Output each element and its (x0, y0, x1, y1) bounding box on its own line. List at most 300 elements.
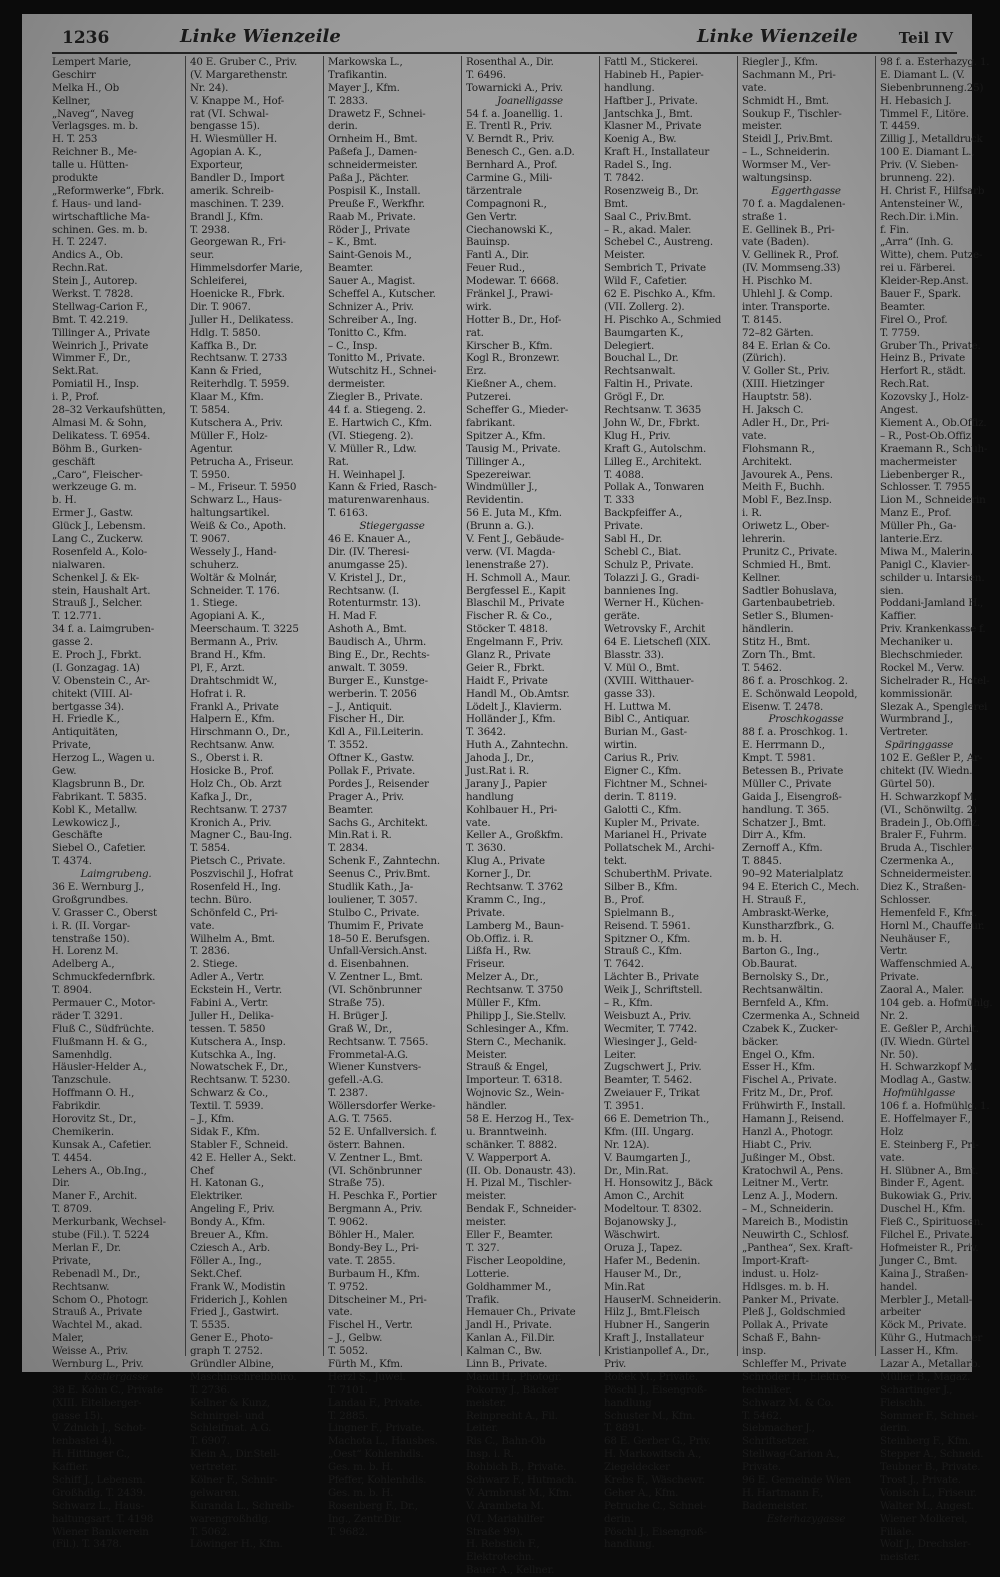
entry-line: Lang C., Zuckerw. (52, 532, 144, 545)
entry-line: Kronich A., Priv. (190, 816, 272, 829)
entry-line: tärzentrale (466, 184, 522, 197)
entry-line: Weisse A., Priv. (52, 1345, 129, 1358)
entry-line: T. 7759. (880, 326, 920, 339)
entry-line: V. Gellinek R., Prof. (742, 249, 839, 262)
entry-line: Schom O., Photogr. (52, 1293, 149, 1306)
entry-line: Dir. (52, 1177, 70, 1190)
entry-line: H. Hebasich J. (880, 94, 952, 107)
entry-line: Himmelsdorfer Marie, (190, 262, 303, 275)
entry-line: Sidak F., Kfm. (190, 1125, 260, 1138)
entry-line: schänker. T. 8882. (466, 1138, 557, 1151)
entry-line: Priv. (V. Sieben- (880, 159, 959, 172)
entry-line: arbeiter (880, 1306, 921, 1319)
entry-line: Koenig A., Bw. (604, 133, 677, 146)
entry-line: Wormser M., Ver- (742, 159, 831, 172)
entry-line: meister. (880, 1551, 921, 1564)
entry-line: Esser H., Kfm. (742, 1061, 815, 1074)
entry-line: Kraft H., Installateur (604, 146, 710, 159)
entry-line: Gruber Th., Private. (880, 339, 981, 352)
entry-line: Tolazzi J. G., Gradi- (604, 571, 700, 584)
street-title-left: Linke Wienzeile (180, 26, 341, 47)
entry-line: Mobl F., Bez.Insp. (742, 494, 832, 507)
entry-line: Diez K., Straßen- (880, 881, 966, 893)
entry-line: Zillig J., Metalldruck (880, 133, 983, 146)
entry-line: T. 8145. (742, 313, 782, 326)
entry-line: Drawetz F., Schnei- (328, 107, 426, 120)
entry-line: Benesch C., Gen. a.D. (466, 146, 575, 159)
entry-line: Glück J., Lebensm. (52, 520, 146, 533)
entry-line: f. Haus- und land- (52, 197, 142, 210)
entry-line: Adler H., Dr., Pri- (742, 416, 830, 429)
entry-line: Ashoth A., Bmt. (328, 623, 407, 636)
entry-line: Nowatschek F., Dr., (190, 1061, 288, 1074)
entry-line: 36 E. Wernburg J., (52, 881, 145, 893)
entry-line: Poddani-Jamland H., (880, 597, 984, 610)
entry-line: „Caro“, Fleischer- (52, 468, 143, 481)
entry-line: (I. Gonzagag. 1A) (52, 661, 140, 674)
entry-line: meister. (742, 120, 783, 133)
entry-line: (VI. Mariahilfer (466, 1512, 544, 1525)
entry-line: Fischer H., Dir. (328, 713, 405, 726)
entry-line: 86 f. a. Proschkog. 2. (742, 674, 848, 687)
entry-line: Bendak F., Schneider- (466, 1203, 577, 1216)
entry-line: bengasse 15). (190, 120, 260, 133)
entry-line: T. 5854. (190, 842, 230, 855)
entry-line: Reisend. T. 5961. (604, 919, 691, 932)
entry-line: Bauer F., Spark. (880, 288, 962, 301)
entry-line: Sembrich T., Private (604, 262, 706, 275)
entry-line: Haidt F., Private (466, 674, 548, 687)
entry-line: Klaar M., Kfm. (190, 391, 264, 404)
entry-line: Antensteiner W., (880, 197, 963, 210)
entry-line: Cziesch A., Arb. (190, 1241, 270, 1254)
entry-line: T. 5950. (190, 468, 230, 481)
entry-line: Geschirr (52, 68, 96, 81)
entry-line: Junger C., Bmt. (880, 1254, 958, 1267)
entry-line: Kann & Fried, (190, 365, 262, 378)
entry-line: Saint-Genois M., (328, 249, 412, 262)
entry-line: „Panthea“, Sex. Kraft- (742, 1241, 853, 1254)
entry-line: V. Kristel J., Dr., (328, 571, 407, 584)
entry-line: techn. Büro. (190, 893, 252, 906)
entry-line: Mareich B., Modistin (742, 1216, 849, 1229)
entry-line: (Fil.). T. 3478. (52, 1538, 122, 1551)
entry-line: Hanzl A., Photogr. (742, 1125, 834, 1138)
entry-line: 56 E. Juta M., Kfm. (466, 507, 562, 520)
entry-line: chitekt (IV. Wiedn. (880, 764, 973, 777)
entry-line: Kobl K., Metallw. (52, 803, 138, 816)
entry-line: Private. (742, 1461, 782, 1474)
entry-line: Lasser H., Kfm. (880, 1345, 959, 1358)
entry-line: Maschinschreibbüro. (190, 1370, 297, 1383)
entry-line: Gründler Albine, (190, 1357, 274, 1370)
entry-line: Scheffer G., Mieder- (466, 404, 569, 417)
entry-line: Blaschil M., Private (466, 597, 565, 610)
entry-line: Wiener Kunstvers- (328, 1061, 422, 1074)
entry-line: Engel O., Kfm. (742, 1048, 815, 1061)
entry-line: b. H. (52, 494, 77, 507)
entry-line: H. Hartmann F., (742, 1486, 824, 1499)
entry-line: Straße 75). (328, 1177, 385, 1190)
entry-line: Wutschitz H., Schnei- (328, 365, 437, 378)
entry-line: V. Fent J., Gebäude- (466, 532, 564, 545)
entry-line: Böhm B., Gurken- (52, 442, 142, 455)
entry-line: T. 333 (604, 494, 635, 507)
entry-line: Lißfa H., Rw. (466, 945, 532, 958)
entry-line: meister. (466, 1396, 507, 1409)
entry-line: 106 f. a. Hofmühlg. 1. (880, 1100, 990, 1113)
entry-line: Eigner C., Kfm. (604, 764, 682, 777)
entry-line: Dir. T. 9067. (190, 300, 251, 313)
entry-line: Großgrundbes. (52, 893, 129, 906)
entry-line: Markowska L., (328, 56, 403, 68)
entry-line: (VI. Schönbrunner (328, 1164, 422, 1177)
entry-line: lanterie.Erz. (880, 532, 943, 545)
entry-line: Wimmer F., Dr., (52, 352, 131, 365)
entry-line: Pospisil K., Install. (328, 184, 421, 197)
entry-line: V. Baumgarten J., (604, 1151, 691, 1164)
entry-line: Eckstein H., Vertr. (190, 984, 282, 997)
entry-line: Stellwag-Carion A., (742, 1448, 840, 1461)
entry-line: händlerin. (742, 623, 794, 636)
entry-line: (II. Ob. Donaustr. 43). (466, 1164, 576, 1177)
entry-line: Agopiani A. K., (190, 610, 265, 623)
entry-line: Reinprecht A., Fil. (466, 1409, 558, 1422)
entry-line: 38 E. Kohn C., Private (52, 1383, 163, 1396)
entry-line: 54 f. a. Joanellig. 1. (466, 107, 563, 120)
entry-line: HauserM. Schneiderin. (604, 1293, 722, 1306)
entry-line: Kraft J., Installateur (604, 1332, 704, 1345)
entry-line: Baumgarten K., (604, 326, 684, 339)
entry-line: gasse 15). (52, 1409, 104, 1422)
column-divider (461, 56, 462, 1356)
entry-line: Klug A., Private (466, 855, 545, 868)
entry-line: Kdl A., Fil.Leiterin. (328, 726, 424, 739)
entry-line: Klug H., Priv. (604, 429, 671, 442)
entry-line: T. 7101. (328, 1383, 368, 1396)
entry-line: – R., akad. Maler. (604, 223, 692, 236)
entry-line: Chemikerin. (52, 1125, 114, 1138)
entry-line: Kutschka A., Ing. (190, 1048, 276, 1061)
entry-line: Hafer M., Bedenin. (604, 1254, 701, 1267)
entry-line: Geschäfte (52, 829, 103, 842)
entry-line: V. Berndt R., Priv. (466, 133, 555, 146)
entry-line: wirk. (466, 300, 492, 313)
entry-line: Pordes J., Reisender (328, 777, 429, 790)
entry-line: 40 E. Gruber C., Priv. (190, 56, 298, 68)
entry-line: Sachmann M., Pri- (742, 68, 836, 81)
entry-line: Adelberg A., (52, 958, 115, 971)
entry-line: Kupler M., Private. (604, 816, 700, 829)
entry-line: Frank W., Modistin (190, 1280, 286, 1293)
entry-line: Hauptstr. 58). (742, 391, 812, 404)
entry-line: tenstraße 150). (52, 932, 130, 945)
entry-line: T. 9062. (328, 1216, 368, 1229)
entry-line: handlung. (604, 1538, 655, 1551)
entry-line: Chef (190, 1164, 214, 1177)
entry-line: (VI. Schönbrunner (328, 984, 422, 997)
entry-line: Bernhard A., Prof. (466, 159, 558, 172)
entry-line: vertreter. (190, 1461, 238, 1474)
entry-line: Hosicke B., Prof. (190, 764, 274, 777)
entry-line: Bojanowsky J., (604, 1216, 677, 1229)
entry-line: Firel O., Prof. (880, 313, 948, 326)
entry-line: Stein J., Autorep. (52, 275, 138, 288)
entry-line: Lion M., Schneiderin (880, 494, 986, 507)
entry-line: Prager A., Priv. (328, 790, 404, 803)
entry-line: – L., Schneiderin. (742, 146, 830, 159)
entry-line: Nr. 50). (880, 1048, 919, 1061)
entry-line: T. 2387. (328, 1087, 368, 1100)
entry-line: Lewkowicz J., (52, 816, 121, 829)
entry-line: Habineb H., Papier- (604, 68, 704, 81)
entry-line: Laimgrubeng. (80, 868, 152, 881)
entry-line: Sichelrader R., Hotel- (880, 674, 990, 687)
entry-line: Strauß & Engel, (466, 1061, 548, 1074)
entry-line: Friderich J., Kohlen (190, 1293, 288, 1306)
entry-line: 44 f. a. Stiegeng. 2. (328, 404, 426, 417)
entry-line: 66 E. Demetrion Th., (604, 1113, 710, 1126)
entry-line: Hiabt C., Priv. (742, 1138, 812, 1151)
entry-line: handlung (604, 1396, 652, 1409)
entry-line: Teubner B., Private. (880, 1461, 981, 1474)
entry-line: – C., Insp. (328, 339, 378, 352)
entry-line: Löwinger H., Kfm. (190, 1538, 283, 1551)
entry-line: Hirschmann O., Dr., (190, 726, 290, 739)
column-2 (190, 56, 318, 1551)
entry-line: Beamter. (328, 262, 374, 275)
entry-line: Zaoral A., Maler. (880, 984, 965, 997)
entry-line: Slezak A., Spenglerei (880, 700, 988, 713)
entry-line: Ambraskt-Werke, (742, 906, 829, 919)
entry-line: T. 2834. (328, 842, 368, 855)
entry-line: T. 5062. (190, 1525, 230, 1538)
entry-line: Rech.Rat. (880, 378, 930, 391)
entry-line: Jahoda J., Dr., (466, 752, 534, 765)
entry-line: Geier R., Fbrkt. (466, 661, 545, 674)
entry-line: Kratochwil A., Pens. (742, 1164, 844, 1177)
entry-line: Amon C., Archit (604, 1190, 684, 1203)
entry-line: Manz E., Prof. (880, 507, 952, 520)
entry-line: V. Müller R., Ldw. (328, 442, 417, 455)
entry-line: gasse 2. (52, 636, 93, 649)
entry-line: Setler S., Blumen- (742, 610, 834, 623)
entry-line: techniker. (742, 1383, 792, 1396)
entry-line: Weisbuzt A., Priv. (604, 1009, 692, 1022)
entry-line: 98 f. a. Esterhazyg. 1. (880, 56, 990, 68)
entry-line: E. Herrmann D., (742, 739, 825, 752)
entry-line: Jantschka J., Bmt. (604, 107, 693, 120)
entry-line: vate. (742, 429, 767, 442)
entry-line: Wiener Bankverein (52, 1525, 149, 1538)
entry-line: gelwaren. (190, 1486, 241, 1499)
entry-line: Oruza J., Tapez. (604, 1241, 683, 1254)
entry-line: „Naveg“, Naveg (52, 107, 134, 120)
entry-line: Private. (880, 971, 920, 984)
entry-line: Leiter. (604, 1048, 637, 1061)
entry-line: Reiterhdlg. T. 5959. (190, 378, 290, 391)
entry-line: Studlik Kath., Ja- (328, 881, 414, 893)
entry-line: Rechtsanw. T. 7565. (328, 1035, 429, 1048)
entry-line: Schneider. T. 176. (190, 584, 280, 597)
page-header (52, 26, 957, 54)
entry-line: 34 f. a. Laimgruben- (52, 623, 155, 636)
entry-line: 62 E. Pischko A., Kfm. (604, 288, 716, 301)
entry-line: V. Zentner L., Bmt. (328, 971, 423, 984)
entry-line: Prunitz C., Private. (742, 545, 838, 558)
entry-line: T. 4088. (604, 468, 644, 481)
entry-line: 18–50 E. Berufsgen. (328, 932, 430, 945)
entry-line: Private. (604, 520, 644, 533)
entry-line: Meister. (466, 1048, 507, 1061)
entry-line: (Brunn a. G.). (466, 520, 534, 533)
entry-line: Zernoff A., Kfm. (742, 842, 823, 855)
entry-line: Oftner K., Gastw. (328, 752, 415, 765)
entry-line: Klein A., Dir.Stell- (190, 1448, 280, 1461)
entry-line: Agopian A. K., (190, 146, 262, 159)
entry-line: A.G. T. 7565. (328, 1113, 392, 1126)
entry-line: Hemenfeld F., Kfm. (880, 906, 977, 919)
entry-line: E. Gellinek B., Pri- (742, 223, 835, 236)
entry-line: Spitzer A., Kfm. (466, 429, 546, 442)
entry-line: Priv. Krankenkasse f. (880, 623, 986, 636)
entry-line: Kellner, (52, 94, 91, 107)
entry-line: Lempert Marie, (52, 56, 132, 68)
entry-line: Bernolsky S., Dr., (742, 971, 829, 984)
entry-line: rei u. Färberei. (880, 262, 956, 275)
entry-line: Brand H., Kfm. (190, 648, 266, 661)
entry-line: räder T. 3291. (52, 1009, 123, 1022)
entry-line: tessen. T. 5850 (190, 1022, 266, 1035)
entry-line: Rechtsanw. Anw. (190, 739, 275, 752)
entry-line: Kaffka B., Dr. (190, 339, 258, 352)
entry-line: 96 E. Gemeinde Wien (742, 1473, 852, 1486)
entry-line: Merlan F., Dr. (52, 1241, 121, 1254)
entry-line: E. Diamant L. (V. (880, 68, 965, 81)
entry-line: Schiff J., Lebensm. (52, 1473, 146, 1486)
entry-line: Schlosser. (880, 893, 931, 906)
entry-line: i. R. (742, 507, 762, 520)
entry-line: T. 4374. (52, 855, 92, 868)
entry-line: Rechtsanw. T. 3762 (466, 881, 564, 893)
entry-line: Leitner M., Vertr. (742, 1177, 829, 1190)
entry-line: T. 7642. (604, 958, 644, 971)
entry-line: Putzerei. (466, 391, 511, 404)
entry-line: Weik J., Schriftstell. (604, 984, 703, 997)
entry-line: Rech.Dir. i.Min. (880, 210, 959, 223)
entry-line: Stitz H., Bmt. (742, 636, 811, 649)
entry-line: Hemauer Ch., Private (466, 1306, 576, 1319)
entry-line: haltungsart. T. 4198 (52, 1512, 154, 1525)
entry-line: Schmidt H., Bmt. (742, 94, 829, 107)
entry-line: Towarnicki A., Priv. (466, 81, 563, 94)
entry-line: T. 2736. (190, 1383, 230, 1396)
entry-line: Kristianpollef A., Dr., (604, 1345, 710, 1358)
entry-line: Eisenw. T. 2478. (742, 700, 824, 713)
entry-line: straße 1. (742, 210, 787, 223)
entry-line: rat (VI. Schwal- (190, 107, 269, 120)
entry-line: (VI. Stiegeng. 2). (328, 429, 414, 442)
entry-line: Witte), chem. Putze- (880, 249, 983, 262)
entry-line: machermeister (880, 455, 957, 468)
entry-line: H. Hittinger C., (52, 1448, 130, 1461)
entry-line: Bergfessel E., Kapit (466, 584, 566, 597)
entry-line: Wachtel M., akad. (52, 1319, 143, 1332)
entry-line: Proschkogasse (768, 713, 844, 726)
entry-line: Kramm C., Ing., (466, 893, 546, 906)
entry-line: Fürth M., Kfm. (328, 1357, 403, 1370)
entry-line: Haftber J., Private. (604, 94, 698, 107)
entry-line: Bauinsp. (466, 236, 510, 249)
entry-line: Frommetal-A.G. (328, 1048, 408, 1061)
entry-line: Rechn.Rat. (52, 262, 108, 275)
entry-line: Unfall-Versich.Anst. (328, 945, 428, 958)
entry-line: schneidermeister. (328, 159, 418, 172)
entry-line: Schwarz L., Haus- (52, 1499, 144, 1512)
entry-line: Mechaniker u. (880, 636, 953, 649)
entry-line: Juller H., Delika- (190, 1009, 274, 1022)
entry-line: Kutschera A., Insp. (190, 1035, 286, 1048)
entry-line: Mandl H., Photogr. (466, 1370, 562, 1383)
entry-line: Schmied H., Bmt. (742, 558, 831, 571)
entry-line: handlung. T. 365. (742, 803, 830, 816)
entry-line: Fischel H., Vertr. (328, 1319, 413, 1332)
entry-line: Rechtsanw. T. 2737 (190, 803, 288, 816)
entry-line: – K., Bmt. (328, 236, 377, 249)
entry-line: Schenkel J. & Ek- (52, 571, 140, 584)
entry-line: Grögl F., Dr. (604, 391, 665, 404)
entry-line: Schneidermeister. (880, 868, 972, 881)
entry-line: H. Pischko A., Schmied (604, 313, 722, 326)
entry-line: T. 327. (466, 1241, 500, 1254)
entry-line: meister. (466, 1216, 507, 1229)
entry-line: Drahtschmidt W., (190, 674, 277, 687)
entry-line: Neuwirth C., Schlosf. (742, 1229, 849, 1242)
entry-line: Fischer Leopoldine, (466, 1254, 566, 1267)
entry-line: Gaida J., Eisengroß- (742, 790, 842, 803)
entry-line: T. 2938. (190, 223, 230, 236)
entry-line: Müller F., Kfm. (466, 997, 541, 1010)
entry-line: vate. (328, 1306, 353, 1319)
entry-line: Schwarz L., Haus- (190, 494, 282, 507)
entry-line: Bukowiak G., Priv. (880, 1190, 972, 1203)
entry-line: Sabl H., Dr. (604, 532, 663, 545)
entry-line: Keller A., Großkfm. (466, 829, 564, 842)
entry-line: Wolf J., Drechsler- (880, 1538, 971, 1551)
entry-line: Huth A., Zahntechn. (466, 739, 569, 752)
entry-line: Angeling F., Priv. (190, 1203, 275, 1216)
entry-line: Pleß J., Goldschmied (742, 1306, 846, 1319)
entry-line: V. Arambeta M. (466, 1499, 544, 1512)
entry-line: Stellwag-Carion F., (52, 300, 148, 313)
entry-line: T. 2833. (328, 94, 368, 107)
entry-line: 28–32 Verkaufshütten, (52, 404, 166, 417)
entry-line: T. 4459. (880, 120, 920, 133)
entry-line: Wild F., Cafetier. (604, 275, 688, 288)
entry-line: maturenwarenhaus. (328, 494, 430, 507)
entry-line: derin. (604, 1512, 634, 1525)
entry-line: Tillinger A., (466, 455, 525, 468)
entry-line: Gürtel 50). (880, 777, 935, 790)
entry-line: Wojnovic Sz., Wein- (466, 1087, 564, 1100)
entry-line: Min.Rat i. R. (328, 829, 392, 842)
entry-line: Bmt. T. 42.219. (52, 313, 129, 326)
entry-line: 72–82 Gärten. (742, 326, 814, 339)
entry-line: Miwa M., Malerin. (880, 545, 974, 558)
entry-line: Flohsmann R., (742, 442, 815, 455)
entry-line: H. Slübner A., Bmt. (880, 1164, 979, 1177)
entry-line: wirtin. (604, 739, 637, 752)
